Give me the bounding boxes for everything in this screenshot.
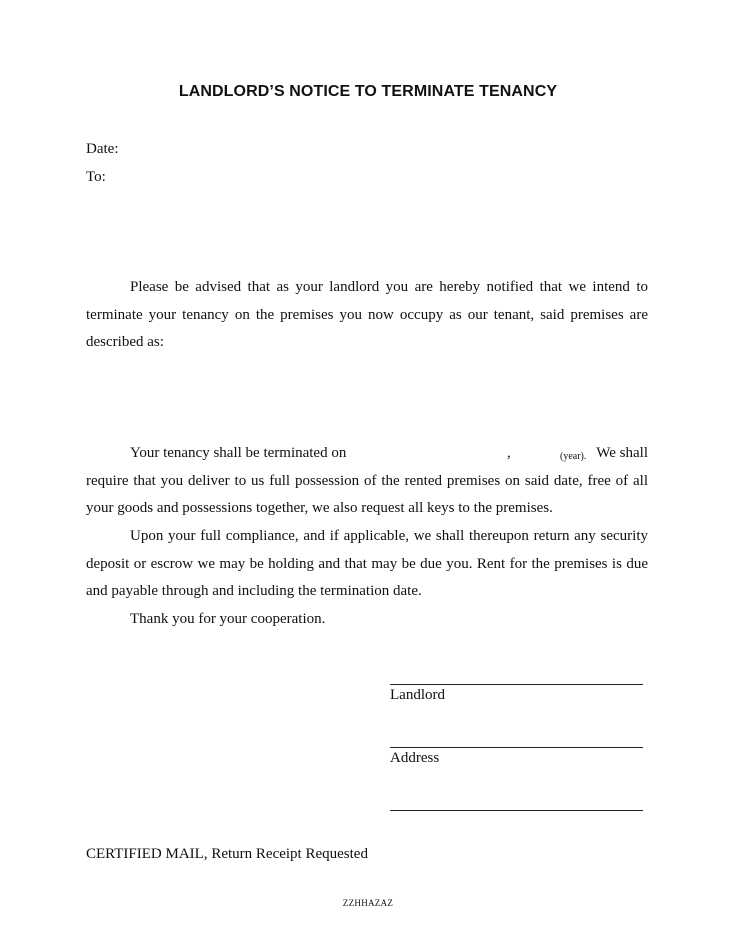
document-title: LANDLORD’S NOTICE TO TERMINATE TENANCY <box>178 83 558 100</box>
to-label: To: <box>86 169 106 185</box>
footer-code: ZZHHAZAZ <box>342 898 394 908</box>
landlord-label: Landlord <box>390 687 445 703</box>
termination-we-shall: We shall <box>596 445 648 461</box>
termination-intro: Your tenancy shall be terminated on <box>130 445 347 461</box>
address-label: Address <box>390 750 440 766</box>
compliance-paragraph: Upon your full compliance, and if applicable, we shall thereupon return any security deposit or escrow we may be holding and that may be due you. Rent for the premises is due and payable through and including the termination date. <box>86 528 648 599</box>
landlord-signature-line <box>390 684 643 685</box>
termination-rest: require that you deliver to us full possession of the rented premises on said date, free of all your goods and possessions together, we also request all keys to the premises. <box>86 472 648 516</box>
notice-paragraph: Please be advised that as your landlord you are hereby notified that we intend to terminate your tenancy on the premises you now occupy as our tenant, said premises are described as: <box>86 279 648 350</box>
date-label: Date: <box>86 141 119 157</box>
certified-mail-note: CERTIFIED MAIL, Return Receipt Requested <box>86 846 368 862</box>
date-comma: , <box>507 445 511 461</box>
termination-date-paragraph <box>86 440 648 523</box>
thanks-paragraph: Thank you for your cooperation. <box>130 611 326 627</box>
year-hint: (year). <box>560 451 587 462</box>
address-signature-line <box>390 747 643 748</box>
address-second-line <box>390 810 643 811</box>
